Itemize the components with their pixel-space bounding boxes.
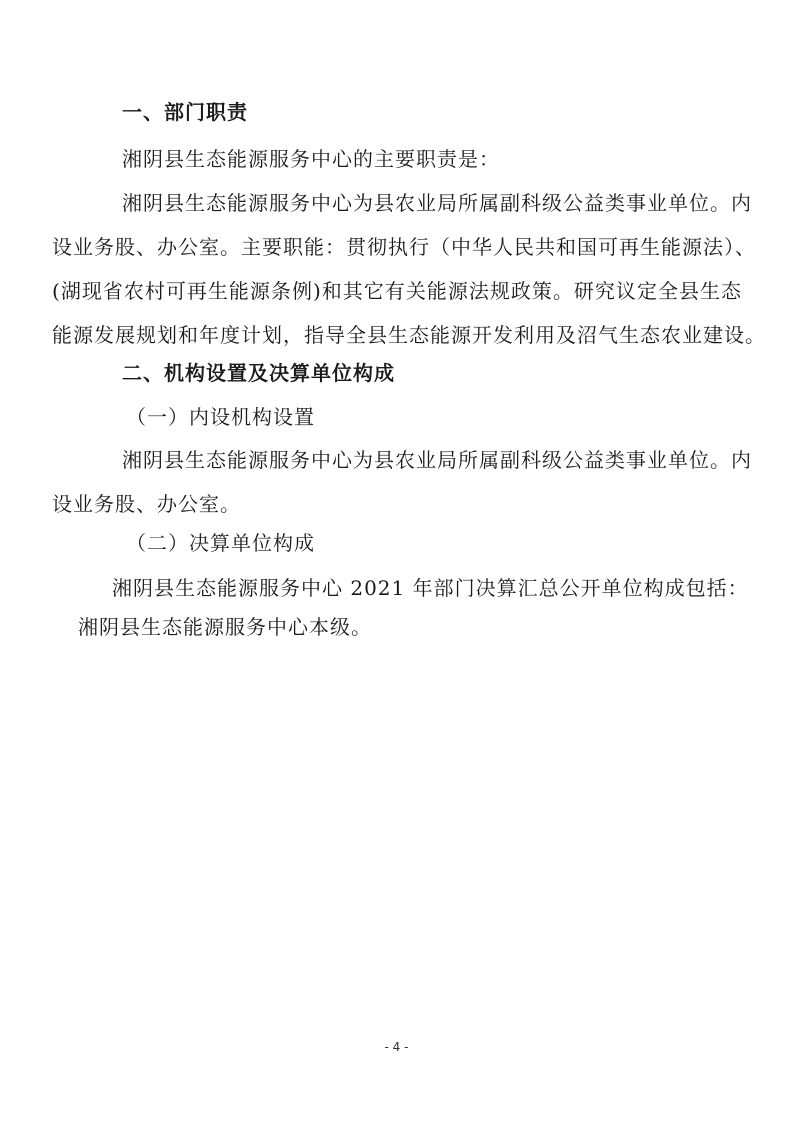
section-2-sub-1-paragraph-line-2: 设业务股、办公室。 (52, 492, 241, 516)
section-2-sub-2-heading: （二）决算单位构成 (126, 531, 315, 555)
section-2-heading: 二、机构设置及决算单位构成 (122, 361, 395, 385)
section-1-heading: 一、部门职责 (122, 100, 248, 124)
section-2-sub-2-paragraph-line-1: 湘阴县生态能源服务中心 2021 年部门决算汇总公开单位构成包括： (112, 576, 749, 600)
section-2-sub-2-paragraph-line-2: 湘阴县生态能源服务中心本级。 (78, 615, 372, 639)
section-1-paragraph-line-3: (湖现省农村可再生能源条例)和其它有关能源法规政策。研究议定全县生态 (52, 279, 742, 303)
section-1-paragraph-line-2: 设业务股、办公室。主要职能：贯彻执行（中华人民共和国可再生能源法）、 (52, 235, 756, 259)
page-number: - 4 - (384, 1040, 409, 1054)
section-2-sub-1-heading: （一）内设机构设置 (126, 405, 315, 429)
section-2-sub-1-paragraph-line-1: 湘阴县生态能源服务中心为县农业局所属副科级公益类事业单位。内 (122, 448, 752, 472)
section-1-paragraph-line-4: 能源发展规划和年度计划，指导全县生态能源开发利用及沼气生态农业建设。 (52, 323, 766, 347)
section-1-intro: 湘阴县生态能源服务中心的主要职责是： (122, 147, 500, 171)
section-1-paragraph-line-1: 湘阴县生态能源服务中心为县农业局所属副科级公益类事业单位。内 (122, 191, 752, 215)
